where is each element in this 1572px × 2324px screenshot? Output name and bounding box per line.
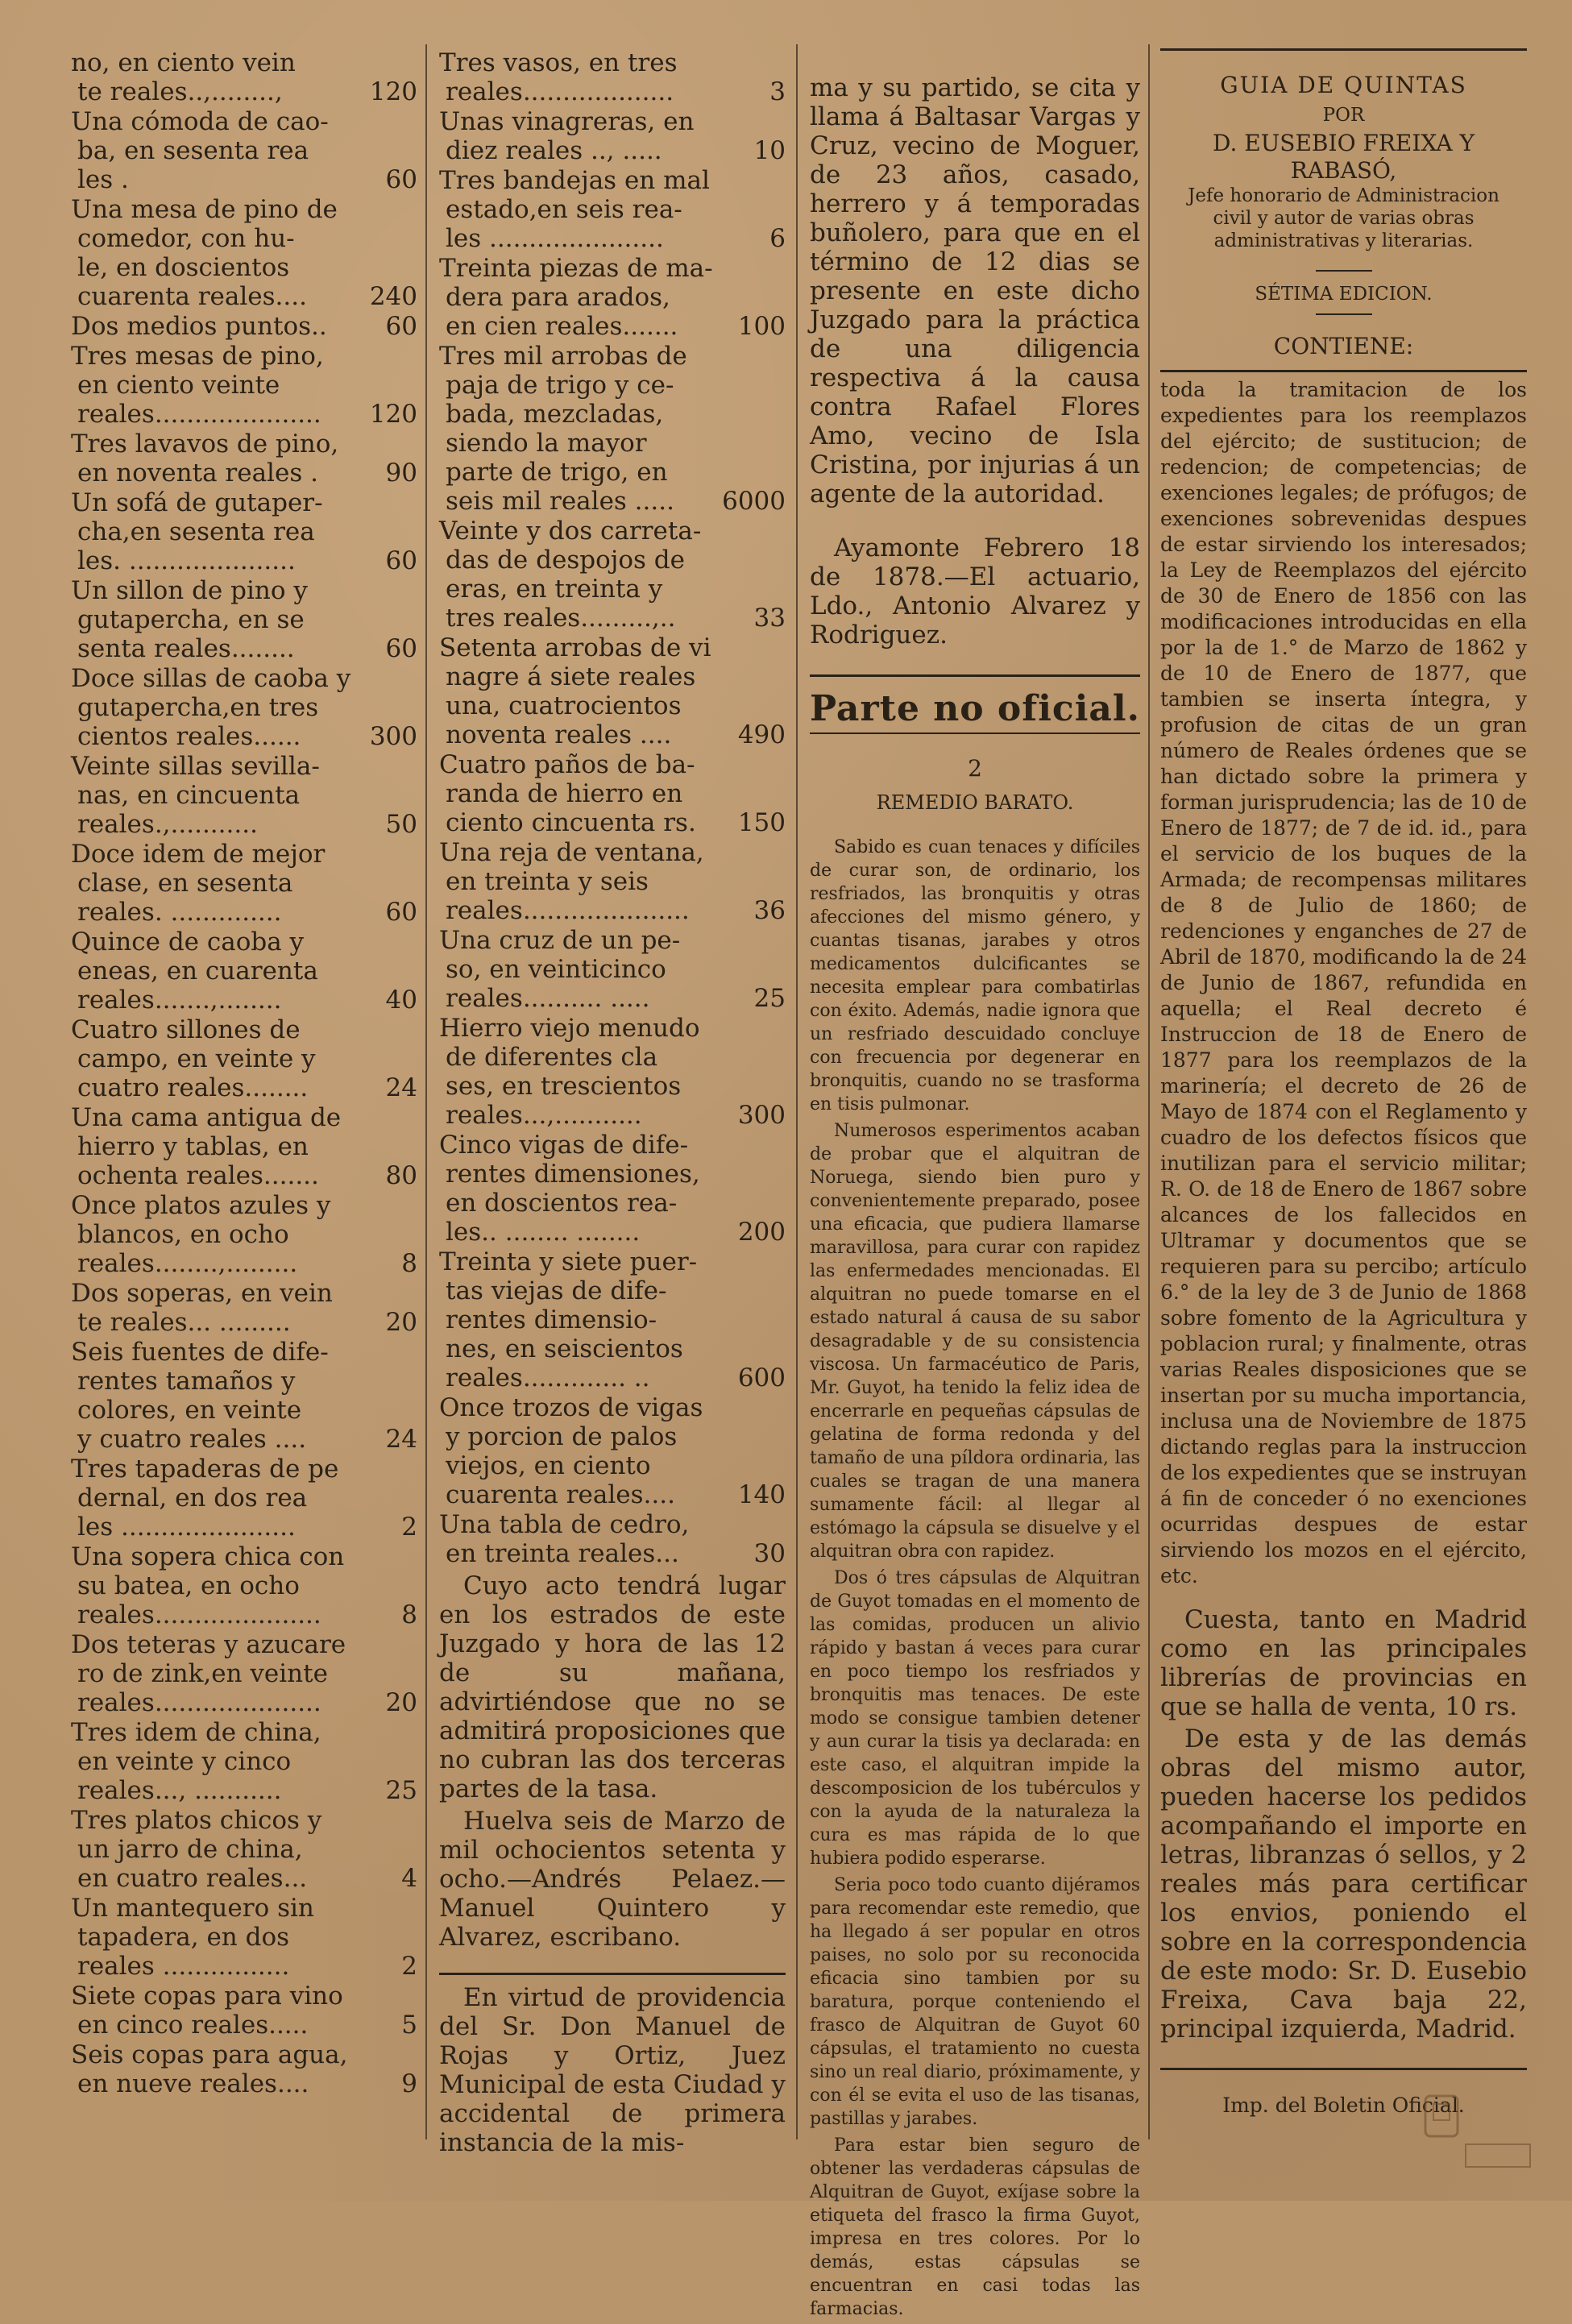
inventory-item [71,1542,417,1629]
item-value: 33 [753,604,786,633]
notice-signature: Ayamonte Febrero 18 de 1878.—El actuario, Ldo., Antonio Alvarez y Rodriguez. [810,533,1140,649]
item-value: 300 [737,1101,786,1130]
item-description: Cuatro sillones de campo, en veinte y cuatro reales........ [71,1015,316,1102]
inventory-item [71,1191,417,1278]
item-value: 60 [385,165,417,194]
item-description: Veinte y dos carreta- das de despojos de eras, en treinta y tres reales.........,.. [439,517,702,633]
item-value: 2 [401,1952,417,1981]
article-paragraph: Numerosos esperimentos acaban de probar que el alquitran de Noruega, siendo bien puro y convenientemente preparado, posee una eficacia, que pudiera llamarse maravillosa, para curar con rapidez las enfermedades mencionadas. El alquitran no puede tomarse en el estado natural á causa de su sabor desagradable y de su consistencia viscosa. Un farmacéutico de Paris, Mr. Guyot, ha tenido la feliz idea de encerrarle en pequeñas cápsulas de gelatina de forma redonda y del tamaño de una píldora ordinaria, las cuales se tragan de una manera sumamente fácil: al llegar al estómago la cápsula se disuelve y el alquitran obra con rapidez. [810,1121,1140,1562]
item-description: Dos teteras y azucare ro de zink,en veinte reales..................... [71,1630,346,1717]
court-notice-continued: ma y su partido, se cita y llama á Baltasar Vargas y Cruz, vecino de Moguer, de 23 años, casado, herrero y á temporadas buñolero, para que en el término de 12 dias se presente en este dicho Juzgado para la práctica de una diligencia respectiva á la causa contra Rafael Flores Amo, vecino de Isla Cristina, por injurias á un agente de la autoridad. [810,73,1140,508]
inventory-item [71,1279,417,1337]
inventory-item [439,517,786,633]
article-title: REMEDIO BARATO. [876,791,1074,814]
column-rule [425,44,427,2139]
item-description: Un sofá de gutaper- cha,en sesenta rea les. ..................... [71,488,323,575]
divider [810,674,1140,677]
inventory-item [71,1630,417,1717]
divider [1316,270,1372,272]
inventory-item [71,1718,417,1805]
item-description: Siete copas para vino en cinco reales..... [71,1982,343,2040]
auction-closing: Cuyo acto tendrá lugar en los estrados de este Juzgado y hora de las 12 de su mañana, advirtiéndose que no se admitirá proposiciones que no cubran las dos terceras partes de la tasa. [439,1571,786,1803]
inventory-item [71,107,417,194]
inventory-item [71,1894,417,1981]
inventory-item [439,1014,786,1130]
archive-stamp-logo [1417,2088,1538,2185]
item-value: 120 [369,400,417,429]
item-value: 200 [737,1218,786,1247]
item-value: 40 [385,986,417,1015]
item-value: 20 [385,1688,417,1717]
item-description: Un sillon de pino y gutapercha, en se senta reales........ [71,576,308,663]
inventory-item [71,1338,417,1454]
inventory-item [71,2040,417,2098]
item-value: 60 [385,634,417,663]
item-description: Dos soperas, en vein te reales... ......... [71,1279,333,1337]
item-value: 6000 [722,487,786,516]
inventory-item [71,1103,417,1190]
ad-por: POR [1322,105,1365,126]
inventory-item [439,1393,786,1509]
item-description: Una tabla de cedro, en treinta reales... [439,1510,690,1568]
inventory-item [71,576,417,663]
item-description: Doce sillas de caoba y gutapercha,en tres cientos reales...... [71,664,351,751]
auction-signature: Huelva seis de Marzo de mil ochocientos setenta y ocho.—Andrés Pelaez.—Manuel Quintero y Alvarez, escribano. [439,1807,786,1952]
inventory-item [71,928,417,1015]
item-value: 5 [401,2011,417,2040]
item-value: 150 [737,808,786,837]
item-value: 140 [737,1480,786,1509]
item-value: 2 [401,1513,417,1542]
inventory-item [71,1015,417,1102]
inventory-item [71,1806,417,1893]
divider [1316,313,1372,315]
item-value: 50 [385,810,417,839]
column-rule [796,44,798,2139]
inventory-item [439,48,786,106]
inventory-item [71,664,417,751]
inventory-item [71,488,417,575]
item-description: no, en ciento vein te reales..,........, [71,48,296,106]
item-value: 24 [385,1073,417,1102]
item-description: Dos medios puntos.. [71,312,327,341]
inventory-item [439,633,786,749]
item-value: 90 [385,459,417,488]
divider [439,1973,786,1975]
item-value: 24 [385,1425,417,1454]
item-description: Once trozos de vigas y porcion de palos viejos, en ciento cuarenta reales.... [439,1393,703,1509]
article-column [810,48,1140,2324]
article-paragraph: Sabido es cuan tenaces y difíciles de curar son, de ordinario, los resfriados, las bronquitis y otras afecciones del mismo género, y cuantas tisanas, jarabes y otros medicamentos dulcificantes se necesita emplear para combatirlas con éxito. Además, nadie ignora que un resfriado descuidado concluye con frecuencia por degenerar en bronquitis, cuando no se trasforma en tisis pulmonar. [810,837,1140,1114]
column-rule [1148,44,1150,2139]
item-description: Treinta piezas de ma- dera para arados, en cien reales....... [439,254,713,341]
article-paragraph: Dos ó tres cápsulas de Alquitran de Guyot tomadas en el momento de las comidas, producen un alivio rápido y bastan á veces para curar en poco tiempo los resfriados y bronquitis mas tenaces. De este modo se consigue tambien detener y aun curar la tisis ya declarada: en este caso, el alquitran impide la descomposicion de los tubérculos y con la ayuda de la naturaleza la cura es mas rápida de lo que hubiera podido esperarse. [810,1568,1140,1869]
item-description: Tres mesas de pino, en ciento veinte reales..................... [71,342,324,429]
inventory-item [71,1982,417,2040]
item-value: 240 [369,282,417,311]
inventory-item [439,750,786,837]
item-value: 600 [737,1363,786,1392]
item-value: 30 [753,1539,786,1568]
item-description: Doce idem de mejor clase, en sesenta reales. .............. [71,840,326,927]
item-description: Setenta arrobas de vi nagre á siete reales una, cuatrocientos noventa reales .... [439,633,711,749]
item-description: Cuatro paños de ba- randa de hierro en ciento cincuenta rs. [439,750,696,837]
item-value: 8 [401,1600,417,1629]
item-description: Tres platos chicos y un jarro de china, en cuatro reales... [71,1806,322,1893]
item-value: 36 [753,896,786,925]
inventory-column-2 [439,48,786,2160]
item-description: Treinta y siete puer- tas viejas de dife- rentes dimensio- nes, en seiscientos reales............. .. [439,1247,698,1392]
ad-edition: SÉTIMA EDICION. [1255,284,1433,305]
inventory-item [439,342,786,516]
inventory-item [439,1131,786,1247]
item-description: Tres vasos, en tres reales................... [439,48,678,106]
inventory-item [71,752,417,839]
item-description: Cinco vigas de dife- rentes dimensiones, en doscientos rea- les.. ........ ........ [439,1131,700,1247]
item-description: Unas vinagreras, en diez reales .., ..... [439,107,695,165]
item-value: 25 [385,1776,417,1805]
item-value: 6 [769,224,786,253]
court-notice: En virtud de providencia del Sr. Don Manuel de Rojas y Ortiz, Juez Municipal de esta Ciudad y accidental de primera instancia de la mis- [439,1983,786,2157]
ad-contents: toda la tramitacion de los expedientes para los reemplazos del ejército; de sustitucion; de redencion; de competencias; de exenciones legales; de prófugos; de exenciones sobrevenidas despues de estar sirviendo los interesados; la Ley de Reemplazos del ejército de 30 de Enero de 1856 con las modificaciones introducidas en ella por la de 1.° de Marzo de 1862 y de 10 de Enero de 1877, que tambien se inserta íntegra, y profusion de citas de un gran número de Reales órdenes que se han dictado sobre la primera y forman jurisprudencia; las de 10 de Enero de 1877; de 7 de id. id., para el servicio de los buques de la Armada; de recompensas militares de 8 de Julio de 1860; de redenciones y enganches de 27 de Abril de 1870, modificando la de 24 de Junio de 1867, refundida en aquella; el Real decreto é Instruccion de 18 de Enero de 1877 para los reemplazos de la marinería; el decreto de 26 de Mayo de 1874 con el Reglamento y cuadro de los defectos físicos que inutilizan para el servicio militar; R. O. de 18 de Enero de 1867 sobre alcances de los fallecidos en Ultramar y documentos que se requieren para su percibo; artículo 6.° de la ley de 3 de Junio de 1868 sobre fomento de la Agricultura y poblacion rural; y finalmente, otras varias Reales disposiciones que se insertan por su mucha importancia, inclusa una de Noviembre de 1875 dictando reglas para la instruccion de los expedientes que se instruyan á fin de conceder ó no exenciones ocurridas despues de estar sirviendo los mozos en el ejército, etc. [1160,378,1527,1587]
divider [1160,2068,1527,2070]
item-value: 60 [385,546,417,575]
inventory-item [71,1455,417,1542]
item-description: Hierro viejo menudo de diferentes cla ses, en trescientos reales...,........... [439,1014,700,1130]
item-description: Quince de caoba y eneas, en cuarenta reales.......,........ [71,928,318,1015]
ad-orders: De esta y de las demás obras del mismo autor, pueden hacerse los pedidos acompañando el importe en letras, libranzas ó sellos, y 2 reales más para certificar los envios, poniendo el sobre en la correspondencia de este modo: Sr. D. Eusebio Freixa, Cava baja 22, principal izquierda, Madrid. [1160,1724,1527,2044]
ad-title: GUIA DE QUINTAS [1220,72,1467,98]
inventory-item [439,1510,786,1568]
item-value: 60 [385,312,417,341]
inventory-item [71,48,417,106]
inventory-item [439,107,786,165]
item-value: 100 [737,312,786,341]
item-description: Una mesa de pino de comedor, con hu- le, en doscientos cuarenta reales.... [71,195,338,311]
item-value: 20 [385,1308,417,1337]
item-description: Una sopera chica con su batea, en ocho reales..................... [71,1542,345,1629]
inventory-item [439,838,786,925]
item-description: Una cómoda de cao- ba, en sesenta rea les . [71,107,329,194]
item-description: Tres idem de china, en veinte y cinco reales..., ........... [71,1718,321,1805]
item-value: 300 [369,722,417,751]
item-description: Tres lavavos de pino, en noventa reales . [71,430,339,488]
item-description: Una cruz de un pe- so, en veinticinco reales.......... ..... [439,926,681,1013]
inventory-item [439,254,786,341]
inventory-column-1 [71,48,417,2099]
item-description: Tres bandejas en mal estado,en seis rea- les ...................... [439,166,710,253]
divider [810,732,1140,734]
item-value: 10 [753,136,786,165]
item-value: 4 [401,1864,417,1893]
item-value: 60 [385,898,417,927]
item-value: 120 [369,77,417,106]
article-paragraph: Para estar bien seguro de obtener las verdaderas cápsulas de Alquitran de Guyot, exíjase sobre la etiqueta del frasco la firma Guyot, impresa en tres colores. Por lo demás, estas cápsulas se encuentran en casi todas las farmacias. [810,2135,1140,2319]
advertisement-column [1160,48,1527,2117]
item-value: 80 [385,1161,417,1190]
ad-author: D. EUSEBIO FREIXA Y RABASÓ, [1213,130,1475,184]
divider [1160,48,1527,51]
item-description: Una reja de ventana, en treinta y seis reales..................... [439,838,704,925]
item-description: Un mantequero sin tapadera, en dos reales ................ [71,1894,314,1981]
item-description: Tres mil arrobas de paja de trigo y ce- bada, mezcladas, siendo la mayor parte de trigo, en seis mil reales ..... [439,342,687,516]
item-description: Tres tapaderas de pe dernal, en dos rea les ...................... [71,1455,339,1542]
inventory-item [71,195,417,311]
item-value: 9 [401,2069,417,2098]
item-value: 8 [401,1249,417,1278]
item-description: Veinte sillas sevilla- nas, en cincuenta reales.,........... [71,752,320,839]
inventory-item [439,166,786,253]
article-number: 2 [968,755,982,782]
inventory-item [439,1247,786,1392]
item-description: Seis copas para agua, en nueve reales.... [71,2040,348,2098]
divider [1160,370,1527,372]
ad-price: Cuesta, tanto en Madrid como en las principales librerías de provincias en que se halla de venta, 10 rs. [1160,1605,1527,1721]
section-title: Parte no oficial. [810,688,1140,729]
item-value: 3 [769,77,786,106]
item-description: Seis fuentes de dife- rentes tamaños y colores, en veinte y cuatro reales .... [71,1338,329,1454]
article-paragraph: Seria poco todo cuanto dijéramos para recomendar este remedio, que ha llegado á ser popular en otros paises, no solo por su reconocida eficacia sino tambien por su baratura, porque conteniendo el frasco de Alquitran de Guyot 60 cápsulas, el tratamiento no cuesta sino un real diario, próximamente, y con él se evita el uso de las tisanas, pastillas y jarabes. [810,1875,1140,2129]
inventory-item [71,312,417,341]
item-value: 490 [737,720,786,749]
ad-author-desc: Jefe honorario de Administracion civil y autor de varias obras administrativas y literarias. [1188,185,1499,251]
item-description: Once platos azules y blancos, en ocho reales........,......... [71,1191,331,1278]
printer-footer: Imp. del Boletin Oficial. [1222,2094,1465,2117]
inventory-item [439,926,786,1013]
item-value: 25 [753,984,786,1013]
inventory-item [71,840,417,927]
inventory-item [71,430,417,488]
inventory-item [71,342,417,429]
item-description: Una cama antigua de hierro y tablas, en ochenta reales....... [71,1103,342,1190]
ad-contiene: CONTIENE: [1273,333,1414,359]
